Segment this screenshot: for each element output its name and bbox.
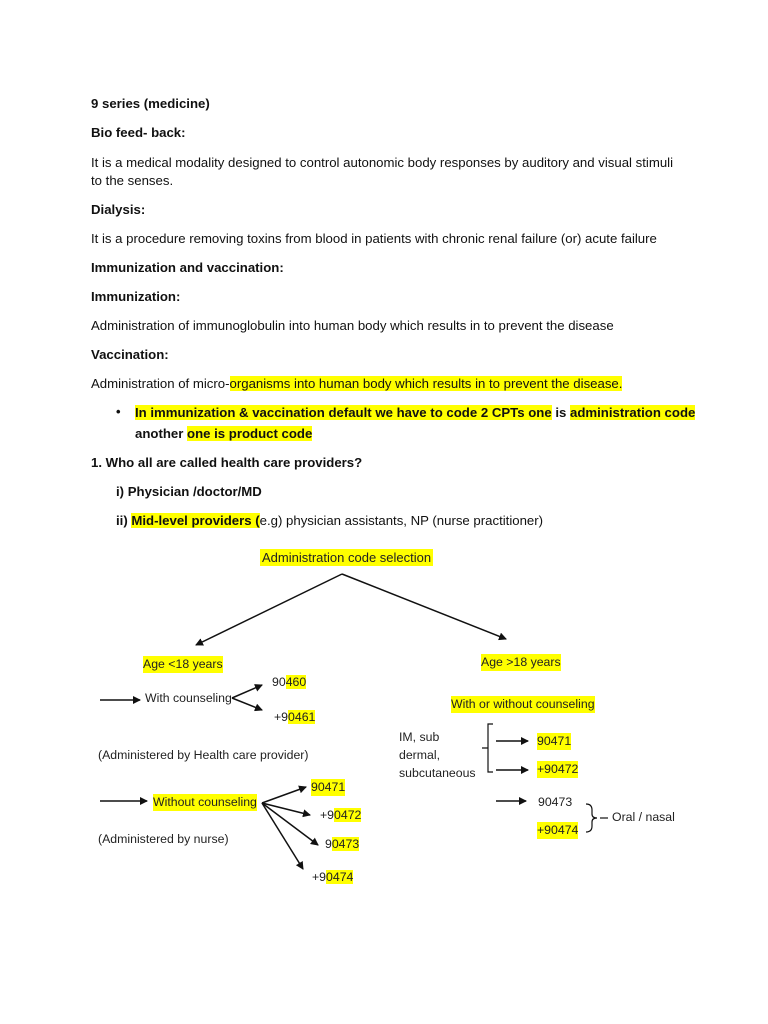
- without-counseling: Without counseling: [153, 795, 257, 809]
- route-line-3: subcutaneous: [399, 766, 476, 780]
- note-health-care-provider: (Administered by Health care provider): [98, 748, 309, 762]
- code-90461-b: 0461: [288, 710, 316, 724]
- code-90460: [272, 674, 306, 691]
- code-90472-left-a: +9: [320, 808, 335, 822]
- bullet-line-2-highlight: one is product code: [187, 426, 313, 441]
- question-item-i: i) Physician /doctor/MD: [116, 484, 262, 499]
- question-1: 1. Who all are called health care providers?: [91, 455, 363, 470]
- code-90473-left: [325, 836, 359, 853]
- page-title: 9 series (medicine): [91, 96, 210, 111]
- code-90471-right: 90471: [537, 734, 572, 748]
- bullet-line-2-plain: another: [135, 426, 188, 441]
- dialysis-title: Dialysis:: [91, 202, 146, 217]
- code-90471-left: 90471: [311, 780, 346, 794]
- code-90474-left-a: +9: [312, 870, 327, 884]
- question-ii-rest: e.g) physician assistants, NP (nurse practitioner): [259, 513, 544, 528]
- oral-nasal: Oral / nasal: [612, 810, 675, 824]
- code-90460-b: 460: [285, 675, 307, 689]
- note-nurse: (Administered by nurse): [98, 832, 229, 846]
- code-90472-left-b: 0472: [334, 808, 362, 822]
- arrow-to-90474-left: [262, 803, 303, 869]
- arrow-to-over18: [342, 574, 506, 639]
- biofeedback-title: Bio feed- back:: [91, 125, 186, 140]
- bullet-dot: •: [116, 404, 121, 419]
- code-90460-a: 90: [272, 675, 286, 689]
- oral-nasal-brace: [586, 804, 597, 832]
- route-bracket: [482, 724, 493, 772]
- vaccination-body-highlight: organisms into human body which results in to prevent the disease.: [229, 376, 623, 391]
- dialysis-body: It is a procedure removing toxins from blood in patients with chronic renal failure (or) acute failure: [91, 231, 657, 246]
- code-90472-left: [320, 807, 361, 824]
- question-ii-prefix: ii): [116, 513, 132, 528]
- code-90472-right: +90472: [537, 762, 579, 776]
- immunization-body: Administration of immunoglobulin into human body which results in to prevent the disease: [91, 318, 614, 333]
- with-counseling: With counseling: [145, 691, 232, 705]
- bullet-hl-2: administration code: [570, 405, 696, 420]
- under18-label: Age <18 years: [143, 657, 223, 671]
- code-90473-left-b: 0473: [331, 837, 360, 851]
- arrow-to-90460: [232, 685, 262, 698]
- code-90461: [274, 709, 315, 726]
- code-90474-right: +90474: [537, 823, 579, 837]
- code-90474-left-b: 0474: [326, 870, 354, 884]
- arrow-to-90471-left: [262, 787, 306, 803]
- flowchart-title: Administration code selection: [262, 550, 432, 565]
- immunization-title: Immunization:: [91, 289, 181, 304]
- imm-vacc-title: Immunization and vaccination:: [91, 260, 284, 275]
- arrow-to-under18: [196, 574, 342, 645]
- biofeedback-body: It is a medical modality designed to control autonomic body responses by auditory and visual stimuli to the senses.: [91, 155, 674, 188]
- arrow-to-90461: [232, 698, 262, 710]
- code-90474-left: [312, 869, 353, 886]
- code-90473-left-a: 9: [325, 837, 332, 851]
- bullet-plain: is: [551, 405, 571, 420]
- over18-label: Age >18 years: [481, 655, 561, 669]
- question-ii-highlight: Mid-level providers (: [131, 513, 260, 528]
- route-line-2: dermal,: [399, 748, 441, 762]
- code-90473-right: 90473: [538, 795, 573, 809]
- vaccination-body-plain: Administration of micro-: [91, 376, 230, 391]
- vaccination-title: Vaccination:: [91, 347, 169, 362]
- with-or-without-counseling: With or without counseling: [451, 697, 595, 711]
- route-line-1: IM, sub: [399, 730, 440, 744]
- code-90461-a: +9: [274, 710, 289, 724]
- bullet-hl-1: In immunization & vaccination default we have to code 2 CPTs one: [135, 405, 552, 420]
